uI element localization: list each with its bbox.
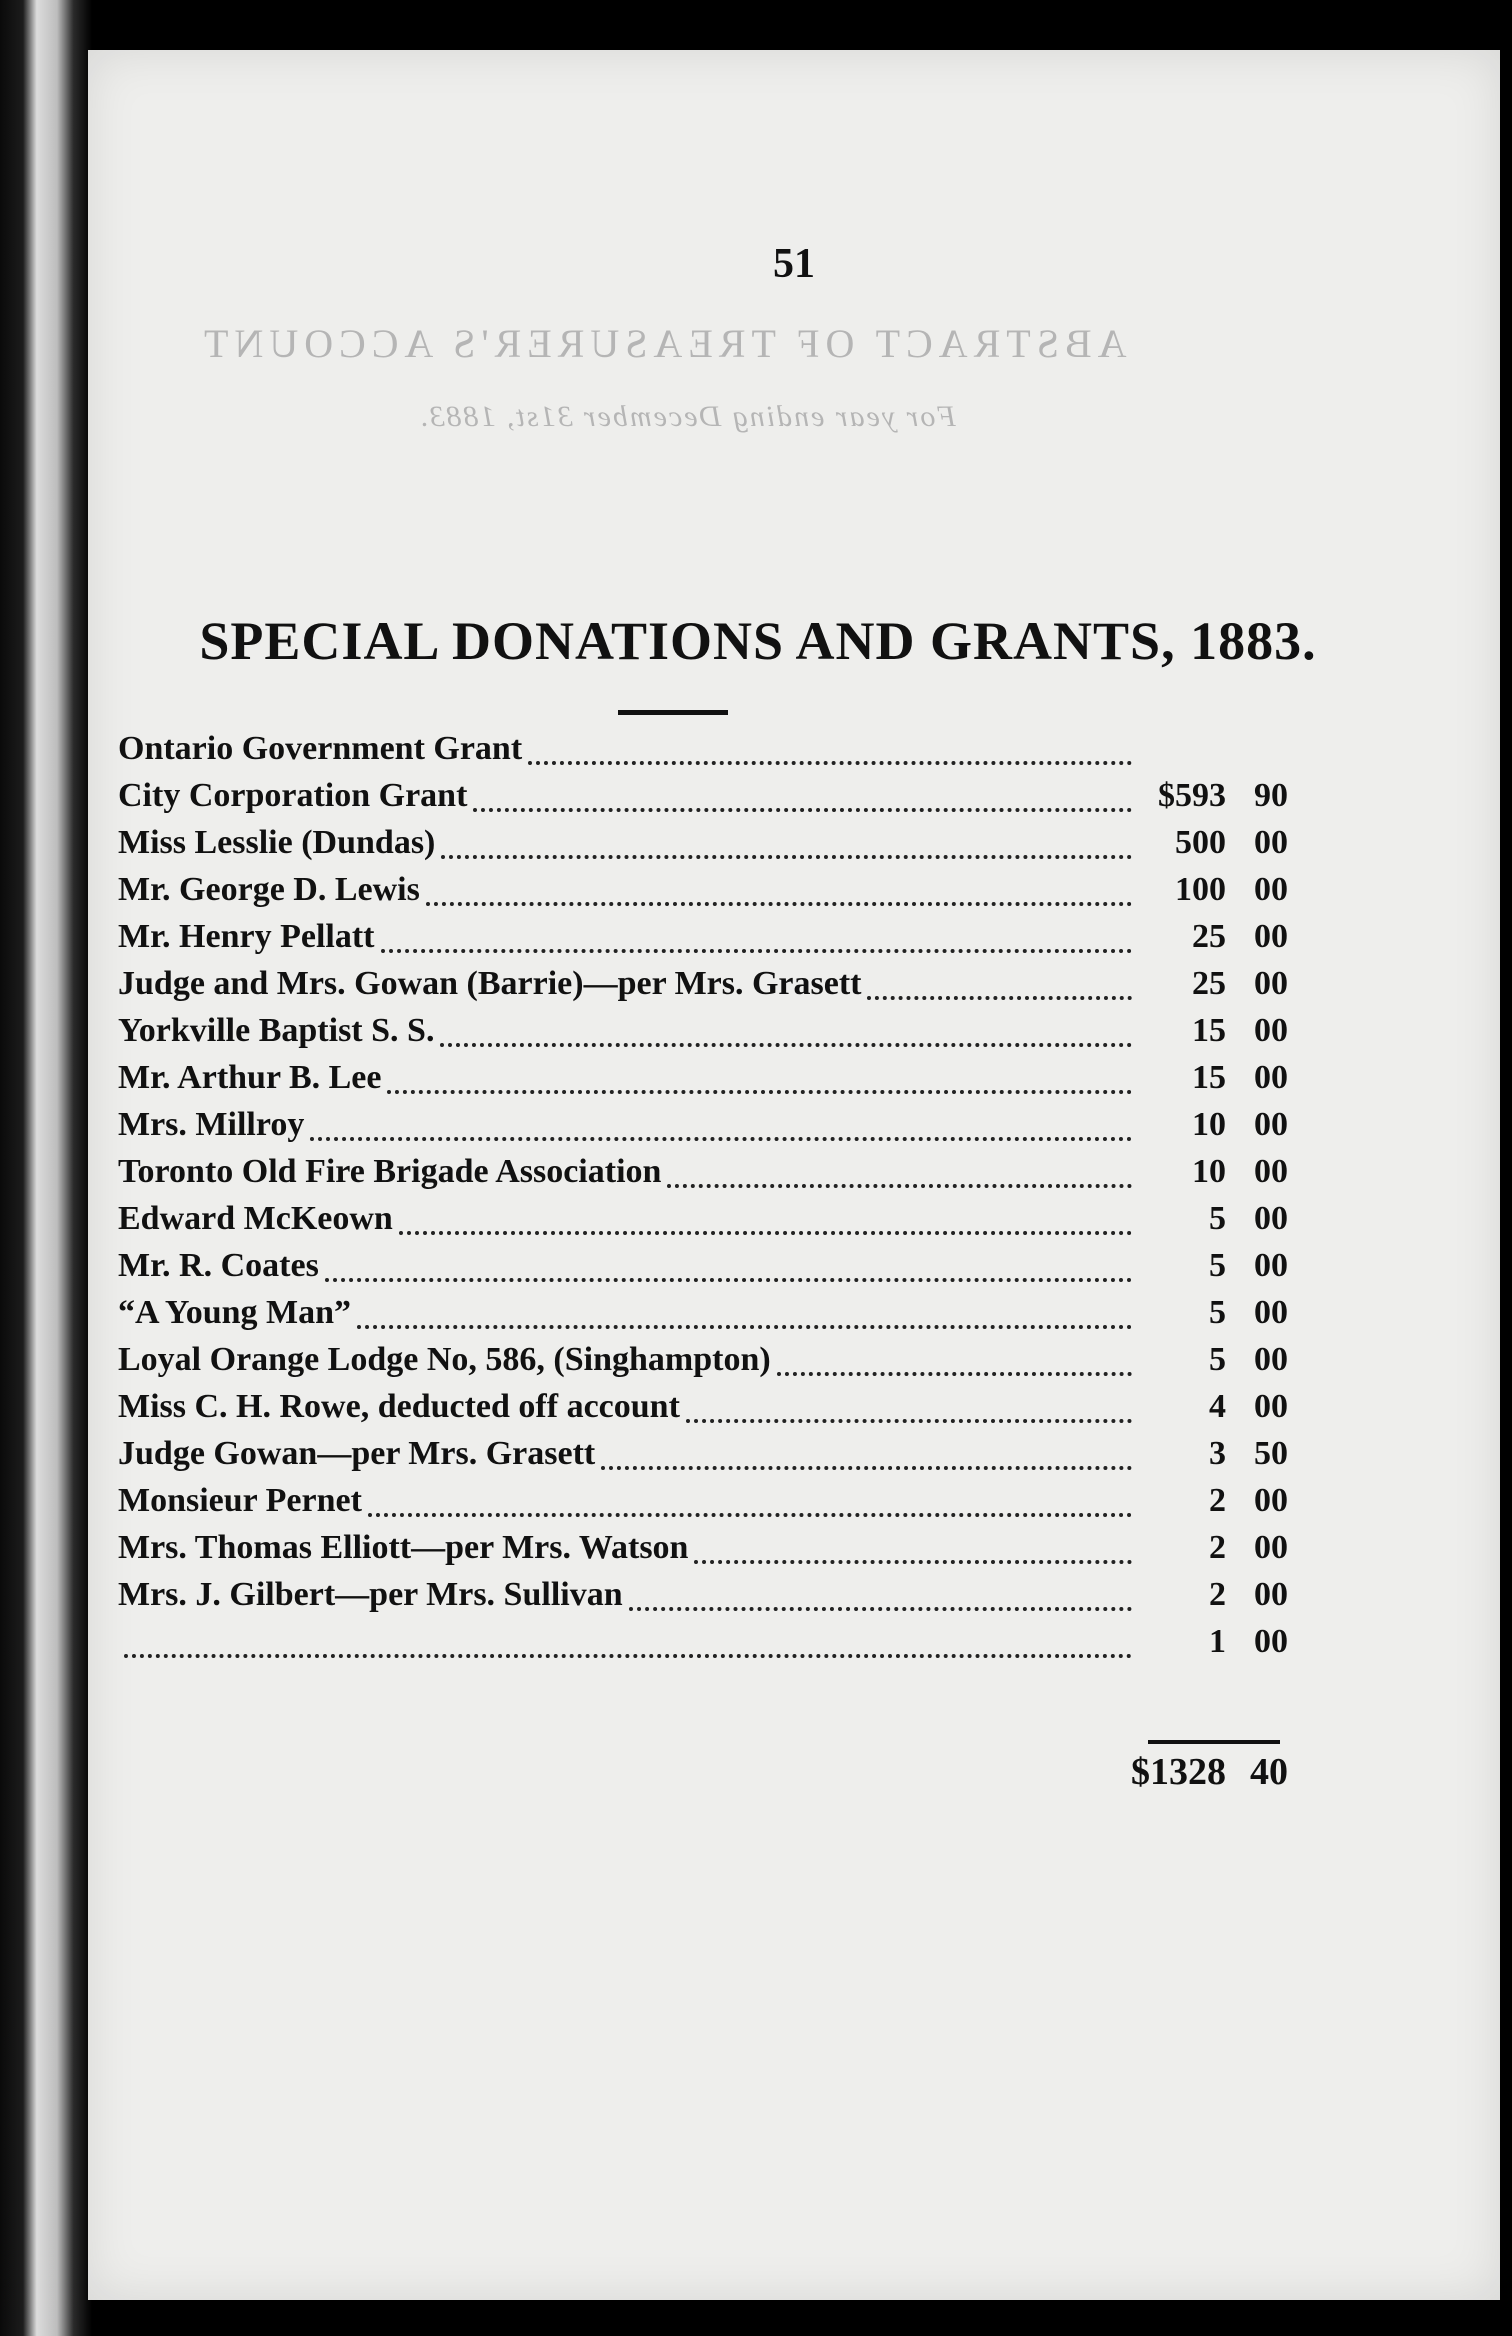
- amount-dollars: 3: [1209, 1435, 1226, 1472]
- donation-list: [118, 730, 1288, 1670]
- amount-dollars: 5: [1209, 1294, 1226, 1331]
- donor-name: Mrs. J. Gilbert—per Mrs. Sullivan: [118, 1576, 623, 1613]
- dot-leader: [473, 808, 1132, 812]
- donor-name: Loyal Orange Lodge No, 586, (Singhampton): [118, 1341, 771, 1378]
- donation-row: [118, 1153, 1288, 1200]
- amount-dollars: 5: [1209, 1247, 1226, 1284]
- amount-cents: 90: [1254, 777, 1288, 814]
- donor-name: Mr. George D. Lewis: [118, 871, 420, 908]
- adjacent-page-edge: [0, 0, 92, 2336]
- amount-dollars: 25: [1192, 918, 1226, 955]
- donation-row: [118, 824, 1288, 871]
- bleed-through-heading: ABSTRACT OF TREASURER'S ACCOUNT: [198, 321, 1127, 366]
- donation-row: [118, 1012, 1288, 1059]
- donation-row: [118, 1623, 1288, 1670]
- donation-row: [118, 1529, 1288, 1576]
- amount-cents: 00: [1254, 1012, 1288, 1049]
- dot-leader: [629, 1607, 1132, 1611]
- donor-name: Yorkville Baptist S. S.: [118, 1012, 435, 1049]
- amount-cents: 00: [1254, 1576, 1288, 1613]
- amount-dollars: 100: [1175, 871, 1226, 908]
- donation-row: [118, 1294, 1288, 1341]
- donation-row: [118, 1059, 1288, 1106]
- donor-name: Judge Gowan—per Mrs. Grasett: [118, 1435, 596, 1472]
- dot-leader: [528, 761, 1132, 765]
- donation-row: [118, 1482, 1288, 1529]
- amount-cents: 00: [1254, 1106, 1288, 1143]
- dot-leader: [441, 855, 1132, 859]
- amount-cents: 00: [1254, 1153, 1288, 1190]
- dot-leader: [368, 1513, 1132, 1517]
- dot-leader: [387, 1090, 1132, 1094]
- donation-row: [118, 1435, 1288, 1482]
- dot-leader: [867, 996, 1132, 1000]
- dot-leader: [440, 1043, 1132, 1047]
- dot-leader: [124, 1654, 1132, 1658]
- donation-row: [118, 730, 1288, 777]
- amount-dollars: 2: [1209, 1529, 1226, 1566]
- bleed-through-subheading: For year ending December 31st, 1883.: [418, 400, 956, 433]
- donation-row: [118, 1106, 1288, 1153]
- donation-row: [118, 1247, 1288, 1294]
- page-title: SPECIAL DONATIONS AND GRANTS, 1883.: [199, 611, 1317, 671]
- amount-dollars: 2: [1209, 1576, 1226, 1613]
- amount-cents: 00: [1254, 1388, 1288, 1425]
- donor-name: Toronto Old Fire Brigade Association: [118, 1153, 662, 1190]
- total-cents: 40: [1250, 1751, 1288, 1793]
- dot-leader: [601, 1466, 1132, 1470]
- amount-cents: 00: [1254, 1294, 1288, 1331]
- donor-name: Miss C. H. Rowe, deducted off account: [118, 1388, 680, 1425]
- donor-name: Judge and Mrs. Gowan (Barrie)—per Mrs. Grasett: [118, 965, 862, 1002]
- amount-dollars: 10: [1192, 1153, 1226, 1190]
- donation-row: [118, 1341, 1288, 1388]
- amount-cents: 00: [1254, 1200, 1288, 1237]
- amount-dollars: 500: [1175, 824, 1226, 861]
- donor-name: Mr. Arthur B. Lee: [118, 1059, 382, 1096]
- amount-cents: 00: [1254, 1341, 1288, 1378]
- amount-dollars: 10: [1192, 1106, 1226, 1143]
- amount-cents: 00: [1254, 871, 1288, 908]
- dot-leader: [381, 949, 1133, 953]
- amount-cents: 00: [1254, 1059, 1288, 1096]
- donor-name: Ontario Government Grant: [118, 730, 523, 767]
- donor-name: Mr. Henry Pellatt: [118, 918, 375, 955]
- amount-dollars: 5: [1209, 1341, 1226, 1378]
- dot-leader: [357, 1325, 1132, 1329]
- donation-row: [118, 965, 1288, 1012]
- donation-row: [118, 1388, 1288, 1435]
- amount-cents: 00: [1254, 1529, 1288, 1566]
- dot-leader: [426, 902, 1132, 906]
- amount-cents: 50: [1254, 1435, 1288, 1472]
- donation-row: [118, 871, 1288, 918]
- amount-dollars: 2: [1209, 1482, 1226, 1519]
- page: [88, 50, 1500, 2300]
- amount-cents: 00: [1254, 965, 1288, 1002]
- dot-leader: [686, 1419, 1132, 1423]
- dot-leader: [310, 1137, 1132, 1141]
- amount-cents: 00: [1254, 824, 1288, 861]
- total-dollars: $1328: [1131, 1751, 1226, 1793]
- donation-row: [118, 1200, 1288, 1247]
- donor-name: Miss Lesslie (Dundas): [118, 824, 436, 861]
- amount-dollars: 25: [1192, 965, 1226, 1002]
- dot-leader: [667, 1184, 1132, 1188]
- title-rule: [618, 710, 728, 715]
- page-number: 51: [773, 241, 815, 287]
- dot-leader: [399, 1231, 1132, 1235]
- total-rule: [1148, 1740, 1280, 1744]
- amount-dollars: 15: [1192, 1012, 1226, 1049]
- amount-dollars: 1: [1209, 1623, 1226, 1660]
- donation-row: [118, 918, 1288, 965]
- amount-cents: 00: [1254, 1482, 1288, 1519]
- donor-name: Mr. R. Coates: [118, 1247, 319, 1284]
- amount-cents: 00: [1254, 918, 1288, 955]
- amount-dollars: 5: [1209, 1200, 1226, 1237]
- donor-name: Monsieur Pernet: [118, 1482, 362, 1519]
- amount-dollars: 4: [1209, 1388, 1226, 1425]
- amount-cents: 00: [1254, 1247, 1288, 1284]
- donor-name: “A Young Man”: [118, 1294, 352, 1331]
- donor-name: Edward McKeown: [118, 1200, 393, 1237]
- dot-leader: [325, 1278, 1132, 1282]
- amount-cents: 00: [1254, 1623, 1288, 1660]
- donation-row: [118, 777, 1288, 824]
- dot-leader: [694, 1560, 1132, 1564]
- donation-row: [118, 1576, 1288, 1623]
- amount-dollars: $593: [1158, 777, 1226, 814]
- donor-name: Mrs. Millroy: [118, 1106, 305, 1143]
- donor-name: Mrs. Thomas Elliott—per Mrs. Watson: [118, 1529, 689, 1566]
- total-amount: [1128, 1750, 1288, 1794]
- donor-name: City Corporation Grant: [118, 777, 468, 814]
- dot-leader: [777, 1372, 1132, 1376]
- amount-dollars: 15: [1192, 1059, 1226, 1096]
